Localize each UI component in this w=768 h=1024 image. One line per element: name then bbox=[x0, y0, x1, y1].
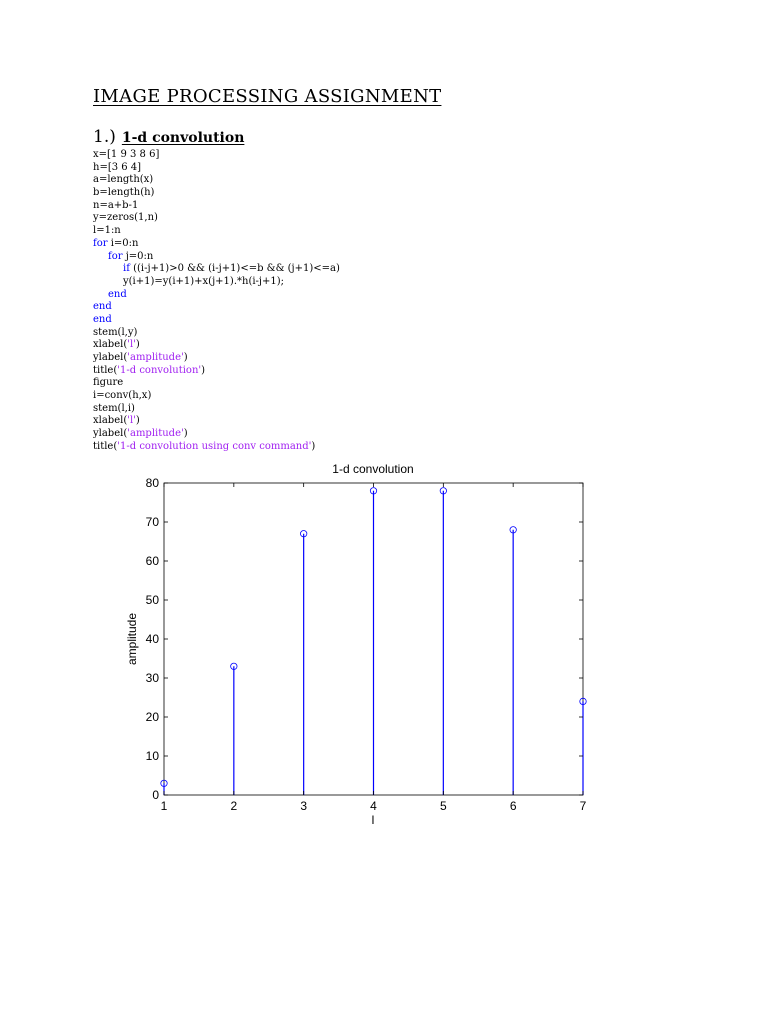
code-string: 'l' bbox=[127, 415, 136, 427]
y-tick-label: 70 bbox=[145, 515, 159, 529]
code-line bbox=[93, 377, 493, 390]
y-tick-label: 10 bbox=[145, 749, 159, 763]
code-line bbox=[93, 441, 493, 454]
code-line bbox=[93, 352, 493, 365]
x-axis-label: l bbox=[371, 813, 375, 827]
page-title: IMAGE PROCESSING ASSIGNMENT bbox=[93, 86, 442, 107]
code-line bbox=[93, 415, 493, 428]
code-line bbox=[93, 200, 493, 213]
code-text: stem(l,i) bbox=[93, 402, 135, 414]
chart-title: 1-d convolution bbox=[332, 462, 414, 476]
code-line bbox=[93, 289, 493, 302]
code-text: ) bbox=[135, 415, 140, 427]
code-keyword: if bbox=[123, 263, 130, 275]
y-tick-label: 60 bbox=[145, 554, 159, 568]
code-keyword: for bbox=[108, 250, 123, 262]
code-string: 'amplitude' bbox=[127, 428, 184, 440]
code-string: '1-d convolution using conv command' bbox=[117, 440, 312, 452]
section-title: 1-d convolution bbox=[121, 130, 245, 146]
code-text: h=[3 6 4] bbox=[93, 161, 142, 173]
y-tick-label: 80 bbox=[145, 476, 159, 490]
code-text: xlabel( bbox=[93, 415, 128, 427]
code-line bbox=[93, 390, 493, 403]
code-line bbox=[93, 251, 493, 264]
code-string: '1-d convolution' bbox=[117, 364, 202, 376]
y-tick-label: 0 bbox=[152, 788, 159, 802]
x-tick-label: 6 bbox=[509, 799, 517, 813]
code-text: b=length(h) bbox=[93, 187, 155, 199]
section-number: 1.) bbox=[93, 127, 116, 147]
y-tick-label: 30 bbox=[145, 671, 159, 685]
section-heading bbox=[93, 127, 244, 147]
y-tick-label: 50 bbox=[145, 593, 159, 607]
code-block bbox=[93, 149, 493, 454]
code-text: ) bbox=[201, 364, 206, 376]
x-tick-label: 1 bbox=[160, 799, 168, 813]
code-text: y(i+1)=y(i+1)+x(j+1).*h(i-j+1); bbox=[123, 275, 285, 287]
x-tick-label: 4 bbox=[370, 799, 377, 813]
code-line bbox=[93, 149, 493, 162]
code-text: stem(l,y) bbox=[93, 326, 138, 338]
code-text: ) bbox=[183, 428, 188, 440]
code-text: n=a+b-1 bbox=[93, 199, 139, 211]
y-tick-label: 40 bbox=[145, 632, 159, 646]
code-text: a=length(x) bbox=[93, 174, 154, 186]
code-text: i=0:n bbox=[107, 237, 139, 249]
x-tick-label: 7 bbox=[579, 799, 587, 813]
code-line bbox=[93, 365, 493, 378]
code-text: l=1:n bbox=[93, 225, 121, 237]
code-keyword: end bbox=[93, 301, 112, 313]
code-line bbox=[93, 339, 493, 352]
code-line bbox=[93, 212, 493, 225]
code-line bbox=[93, 314, 493, 327]
code-line bbox=[93, 263, 493, 276]
code-line bbox=[93, 301, 493, 314]
code-line bbox=[93, 187, 493, 200]
code-text: ) bbox=[183, 352, 188, 363]
code-text: ylabel( bbox=[93, 428, 128, 440]
code-text: ((i-j+1)>0 && (i-j+1)<=b && (j+1)<=a) bbox=[129, 263, 340, 275]
code-text: j=0:n bbox=[122, 250, 154, 262]
code-text: y=zeros(1,n) bbox=[93, 212, 158, 224]
code-text: ) bbox=[311, 440, 316, 452]
code-keyword: for bbox=[93, 237, 108, 249]
code-line bbox=[93, 327, 493, 340]
code-string: 'l' bbox=[127, 339, 136, 351]
code-text: ylabel( bbox=[93, 352, 128, 363]
code-string: 'amplitude' bbox=[127, 352, 184, 363]
code-line bbox=[93, 403, 493, 416]
code-line bbox=[93, 225, 493, 238]
x-tick-label: 2 bbox=[230, 799, 238, 813]
code-line bbox=[93, 174, 493, 187]
code-keyword: end bbox=[108, 288, 127, 300]
code-text: title( bbox=[93, 364, 118, 376]
y-tick-label: 20 bbox=[145, 710, 159, 724]
code-text: figure bbox=[93, 377, 124, 389]
code-text: xlabel( bbox=[93, 339, 128, 351]
x-tick-label: 5 bbox=[439, 799, 447, 813]
stem-chart bbox=[110, 458, 610, 838]
code-text: x=[1 9 3 8 6] bbox=[93, 149, 160, 160]
code-line bbox=[93, 276, 493, 289]
code-text: i=conv(h,x) bbox=[93, 390, 152, 402]
y-axis-label: amplitude bbox=[125, 612, 139, 666]
x-tick-label: 3 bbox=[300, 799, 308, 813]
code-text: title( bbox=[93, 440, 118, 452]
code-line bbox=[93, 238, 493, 251]
code-line bbox=[93, 428, 493, 441]
code-text: ) bbox=[135, 339, 140, 351]
code-keyword: end bbox=[93, 313, 112, 325]
code-line bbox=[93, 162, 493, 175]
